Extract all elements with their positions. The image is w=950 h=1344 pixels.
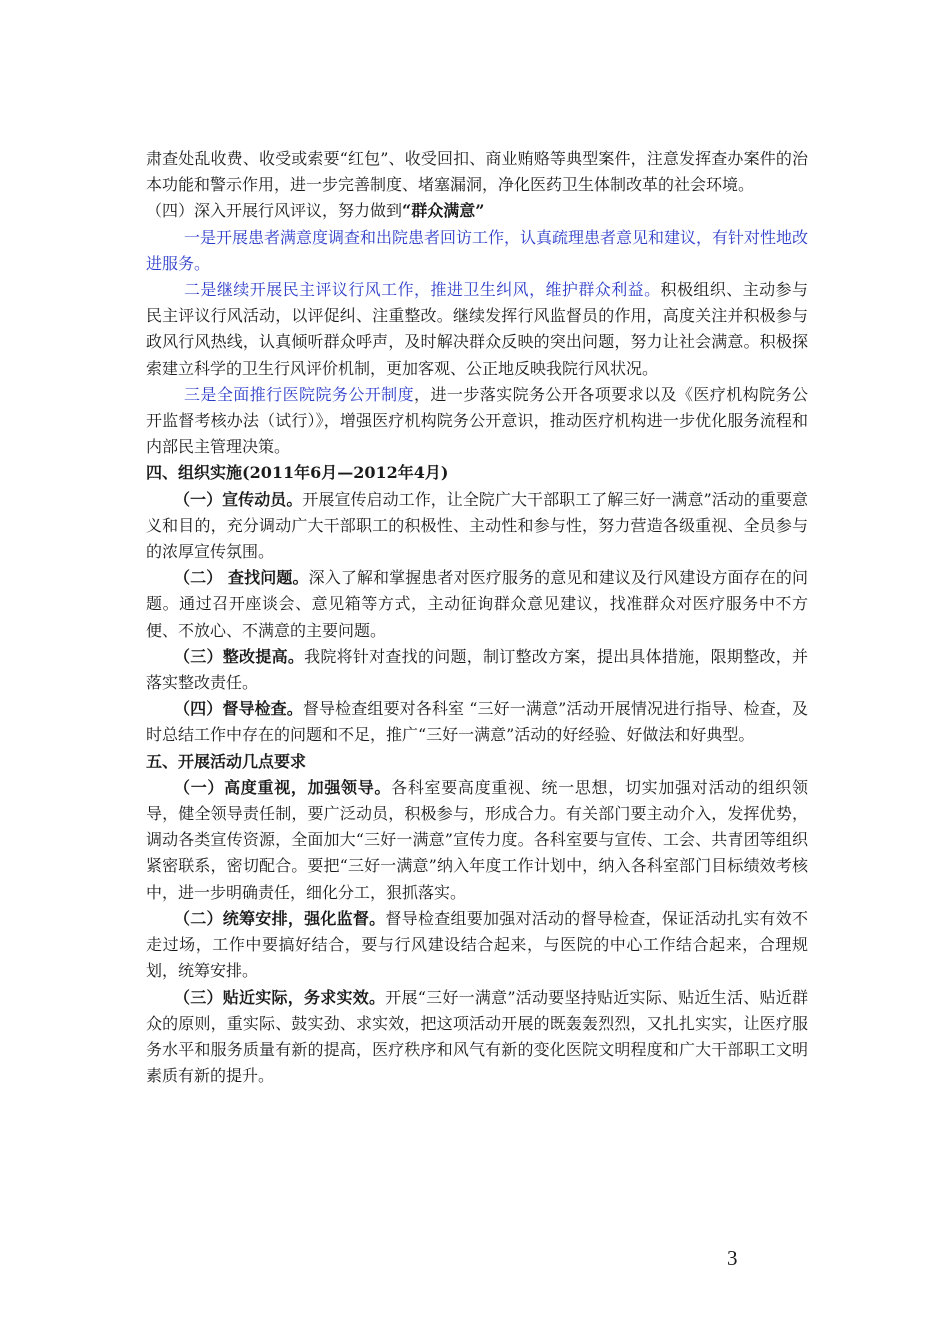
subheading-4-emphasis: “群众满意” [402,201,485,221]
section-5-para-1-text: 各科室要高度重视、统一思想，切实加强对活动的组织领导，健全领导责任制，要广泛动员，积极参与，形成合力。有关部门要主动介入，发挥优势，调动各类宣传资源，全面加大“三好一满意”宣传力度。各科室要与宣传、工会、共青团等组织紧密联系，密切配合。要把“三好一满意”纳入年度工作计划中，纳入各科室部门目标绩效考核中，进一步明确责任，细化分工，狠抓落实。 [146,777,808,902]
section-4-para-1-title: （一）宣传动员。 [174,489,303,509]
section-4-para-2 [146,565,808,644]
item-three-lead: 三是全面推行医院院务公开制度 [184,384,415,404]
subheading-4-text: （四）深入开展行风评议，努力做到 [146,201,403,221]
section-5-para-3-text: 开展“三好一满意”活动要坚持贴近实际、贴近生活、贴近群众的原则，重实际、鼓实劲、求实效，把这项活动开展的既轰轰烈烈，又扎扎实实，让医疗服务水平和服务质量有新的提高，医疗秩序和风气有新的变化医院文明程度和广大干部职工文明素质有新的提升。 [146,987,808,1086]
section-5-para-2 [146,906,808,985]
section-4-heading: 四、组织实施(2011年6月—2012年4月) [146,463,449,483]
item-two [146,277,808,382]
section-4-para-4-title: （四）督导检查。 [174,699,303,719]
document-body [146,146,808,1089]
section-5-para-1-title: （一）高度重视，加强领导。 [174,777,392,797]
section-4-para-3-text: 我院将针对查找的问题，制订整改方案，提出具体措施，限期整改，并落实整改责任。 [146,646,808,693]
item-two-text: 积极组织、主动参与民主评议行风活动，以评促纠、注重整改。继续发挥行风监督员的作用，高度关注并积极参与政风行风热线，认真倾听群众呼声，及时解决群众反映的突出问题，努力让社会满意。积极探索建立科学的卫生行风评价机制，更加客观、公正地反映我院行风状况。 [146,280,808,378]
section-5-para-3-title: （三）贴近实际，务求实效。 [174,987,386,1007]
item-two-lead: 二是继续开展民主评议行风工作，推进卫生纠风，维护群众利益。 [184,280,661,300]
section-4-para-2-text: 深入了解和掌握患者对医疗服务的意见和建议及行风建设方面存在的问题。通过召开座谈会、意见箱等方式，主动征询群众意见建议，找准群众对医疗服务中不方便、不放心、不满意的主要问题。 [146,568,808,640]
subheading-4 [146,198,808,224]
section-4-para-1 [146,487,808,566]
section-5-para-3 [146,985,808,1090]
page-number: 3 [727,1246,738,1270]
paragraph-continuation: 肃查处乱收费、收受或索要“红包”、收受回扣、商业贿赂等典型案件，注意发挥查办案件的治本功能和警示作用，进一步完善制度、堵塞漏洞，净化医药卫生体制改革的社会环境。 [146,149,808,195]
section-5-para-2-text: 督导检查组要加强对活动的督导检查，保证活动扎实有效不走过场，工作中要搞好结合，要与行风建设结合起来，与医院的中心工作结合起来，合理规划，统筹安排。 [146,908,808,981]
section-4-para-1-text: 开展宣传启动工作，让全院广大干部职工了解三好一满意”活动的重要意义和目的，充分调动广大干部职工的积极性、主动性和参与性，努力营造各级重视、全员参与的浓厚宣传氛围。 [146,489,808,562]
section-5-para-1 [146,775,808,906]
section-4-para-2-title: （二） 查找问题。 [174,568,309,588]
section-4-para-3-title: （三）整改提高。 [174,646,305,666]
section-4-para-4 [146,696,808,748]
item-three [146,382,808,461]
section-5-para-2-title: （二）统筹安排，强化监督。 [174,908,386,928]
item-one: 一是开展患者满意度调查和出院患者回访工作，认真疏理患者意见和建议，有针对性地改进服务。 [146,227,809,273]
section-4-para-3 [146,644,808,696]
section-4-para-4-text: 督导检查组要对各科室 “三好一满意”活动开展情况进行指导、检查，及时总结工作中存在的问题和不足，推广“三好一满意”活动的好经验、好做法和好典型。 [146,699,808,745]
item-three-text: ，进一步落实院务公开各项要求以及《医疗机构院务公开监督考核办法（试行）》，增强医疗机构院务公开意识，推动医疗机构进一步优化服务流程和内部民主管理决策。 [146,384,808,457]
section-5-heading: 五、开展活动几点要求 [146,751,307,771]
